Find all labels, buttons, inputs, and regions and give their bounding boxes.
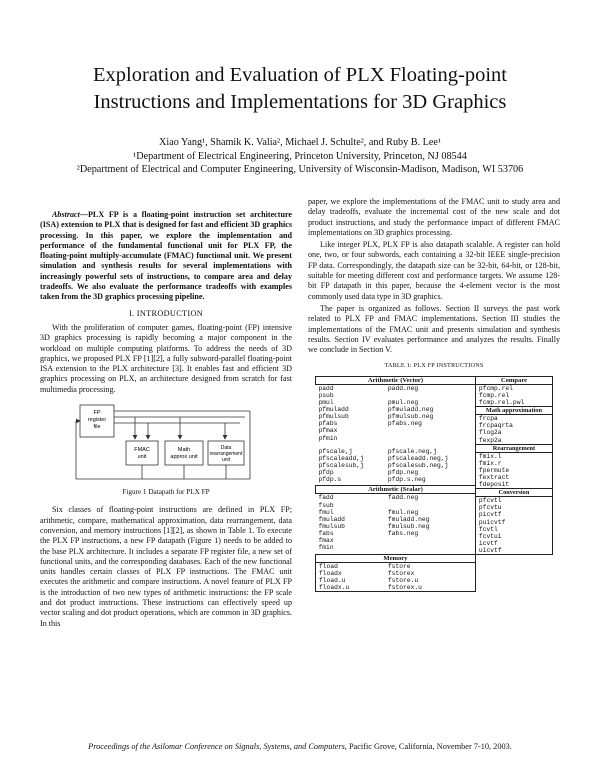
th-arith-scalar: Arithmetic (Scalar) [316,485,476,493]
sca-col-b: fadd.neg fmul.neg fmuladd.neg fmulsub.neg fabs.neg [387,494,430,537]
figure-1-caption: Figure 1 Datapath for PLX FP [122,488,210,497]
rearr-label-1: Data [220,445,232,452]
right-column [308,197,560,592]
abstract-label: Abstract [52,210,80,219]
regfile-label-1: FP [93,410,101,417]
vec-col-c: pfscale,j pfscaleadd,j pfscalesub,j pfdp pfdp.s [318,447,364,483]
title-line-1: Exploration and Evaluation of PLX Floating-point [93,64,507,86]
intro-paragraph-4: Like integer PLX, PLX FP is also datapath scalable. A register can hold one, two, or four subwords, each containing a 32-bit IEEE single-precision FP data. Correspondingly, the datapath size can be 32-bit, 64-bit, or 128-bit, suitable for meeting different cost and performance targets. We assume 128-bit FP datapath in this paper, because the 4-element vector is the most commonly used data type in 3D graphics. [308,240,560,301]
title-line-2: Instructions and Implementations for 3D Graphics [93,91,507,113]
math-unit-box [165,441,203,465]
vec-col-d: pfscale.neg,j pfscaleadd.neg,j pfscalesub.neg,j pfdp.neg pfdp.s.neg [387,447,449,483]
th-rearrangement: Rearrangement [476,444,552,453]
math-label-2: approx unit [170,454,198,461]
conv-list: pfcvtl pfcvtu picvtf puicvtf fcvtl fcvtui icvtf uicvtf [478,497,506,554]
mem-col-b: fstore fstorex fstore.u fstorex.u [385,563,476,592]
math-list: frcpa frcpaqrta flog2a fexp2a [478,415,513,444]
intro-paragraph-5: The paper is organized as follows. Section II surveys the past work related to PLX FP and FMAC implementations. Section III studies the implementations of the FMAC unit and presents simulation and synthesis results. Section IV evaluates performance and analyzes the results. Finally we conclude in Section V. [308,303,560,355]
th-math-approx: Math approximation [476,406,552,415]
affiliation-2: ²Department of Electrical and Computer Engineering, University of Wisconsin-Madison, Madison, WI 53706 [76,164,524,175]
th-memory: Memory [316,555,476,563]
footer [20,742,580,751]
vec-col-a: padd psub pmul pfmuladd pfmulsub pfabs pfmax pfmin [318,384,349,442]
left-column [40,210,292,631]
rearr-label-3: unit [221,457,231,464]
th-arith-vector: Arithmetic (Vector) [316,376,476,384]
author-names: Xiao Yang¹, Shamik K. Valia², Michael J. Schulte², and Ruby B. Lee¹ [159,137,441,148]
sca-col-a: fadd fsub fmul fmuladd fmulsub fabs fmax fmin [318,494,345,552]
regfile-label-2: register [87,417,107,424]
author-block [20,136,580,177]
rearr-conv-col [475,444,552,555]
math-label-1: Math [177,447,191,454]
figure-1 [40,401,292,481]
intro-paragraph-3: paper, we explore the implementations of the FMAC unit to study area and delay tradeoffs, evaluate the incremental cost of the new scale and dot product instructions, and study the performance impact of different FMAC implementations on 3D graphics processing. [308,197,560,237]
abstract [40,210,292,303]
th-compare: Compare [475,376,552,384]
instruction-table [315,376,553,593]
regfile-label-3: file [93,424,101,431]
intro-paragraph-1: With the proliferation of computer games, floating-point (FP) intensive 3D graphics processing is rapidly becoming a major component in the workload on multiple computing platforms. To address the needs of 3D graphics, we proposed PLX FP [1][2], a fully subword-parallel floating-point ISA extension to the PLX architecture [3]. It enables fast and efficient 3D graphics processing on PLX, an architecture designed from scratch for fast multimedia processing. [40,322,292,394]
fmac-unit-box [126,441,158,465]
fmac-label-1: FMAC [134,447,150,454]
rearr-list: fmix.l fmix.r fpermute fextract fdeposit [478,452,510,489]
table-1-caption: TABLE 1: PLX FP INSTRUCTIONS [384,362,484,370]
compare-list: pfcmp.rel fcmp.rel fcmp.rel.pwl [478,384,525,407]
vec-col-b: padd.neg pmul.neg pfmuladd.neg pfmulsub.neg pfabs.neg [387,384,434,428]
footer-venue: Proceedings of the Asilomar Conference on Signals, Systems, and Computers [88,742,345,751]
mem-col-a: fload floadx fload.u floadx.u [316,563,385,592]
rearr-label-2: rearrangement [209,451,243,458]
abstract-text: —PLX FP is a floating-point instruction set architecture (ISA) extension to PLX that is designed for fast and efficient 3D graphics processing. In this paper, we explore the implementation and performance of the fundamental functional unit for PLX FP, the floating-point multiply-accumulate (FMAC) functional unit. We present simulation and synthesis results for several implementations with increasingly powerful sets of instructions, to compare area and delay tradeoffs. We also evaluate the performance tradeoffs with examples taken from the 3D graphics processing pipeline. [40,210,292,302]
section-heading-intro: I. INTRODUCTION [128,308,204,318]
footer-rest: , Pacific Grove, California, November 7-10, 2003. [344,742,512,751]
intro-paragraph-2: Six classes of floating-point instructions are defined in PLX FP; arithmetic, compare, mathematical approximation, data rearrangement, data conversion, and memory instructions [1][2], as shown in Table 1. To execute the PLX FP instructions, a new FP datapath (Figure 1) needs to be added to the base PLX architecture. It includes a separate FP register file, a new set of functional units, and the corresponding databases. Each of the new functional units handles certain classes of PLX FP instructions. The FMAC unit executes the arithmetic and compare instructions. A novel feature of PLX FP is the introduction of two new types of arithmetic instructions: the FP scale and dot product instructions. These instructions can effectively speed up vector scaling and dot product operations, which are common in 3D graphics. In this [40,505,292,628]
affiliation-1: ¹Department of Electrical Engineering, Princeton University, Princeton, NJ 08544 [133,150,467,162]
paper-title [30,62,570,116]
compare-col [475,384,552,443]
fmac-label-2: unit [137,454,147,461]
datapath-diagram [40,401,292,481]
th-conversion: Conversion [476,488,552,497]
